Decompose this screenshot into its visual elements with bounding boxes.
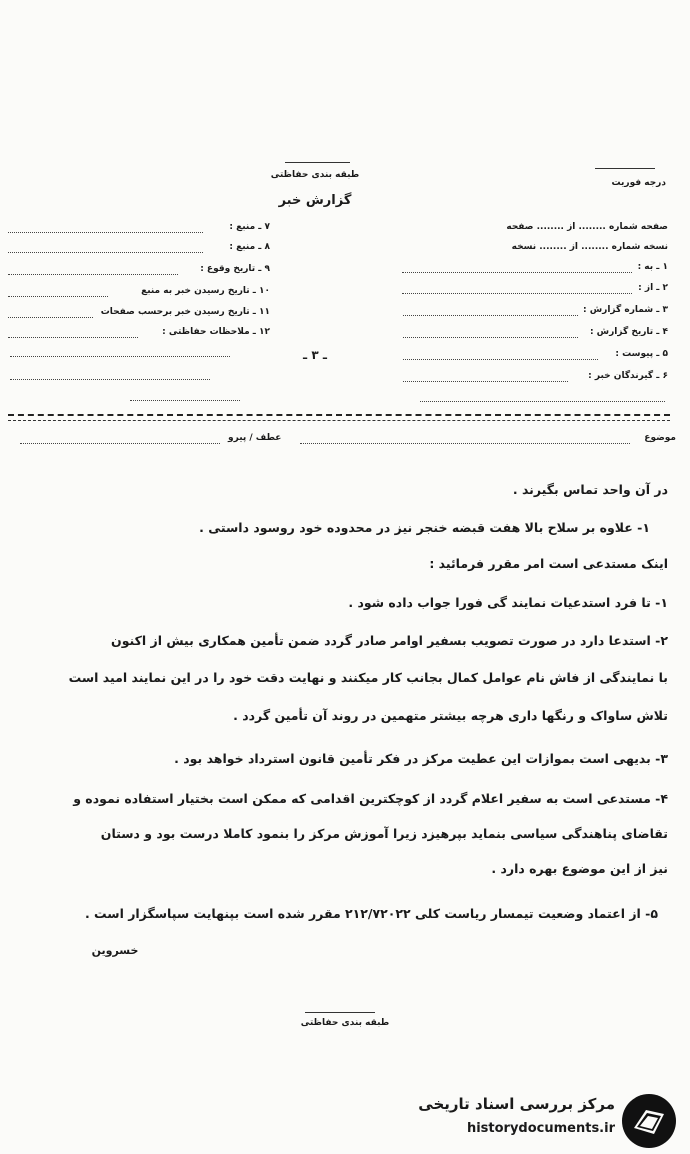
body-line: ۳- بدیهی است بموازات این عطیت مرکز در فکر تأمین قانون استرداد خواهد بود . (174, 751, 668, 766)
field-label: ۲ ـ از : (638, 283, 668, 293)
document-title: گزارش خبر (278, 193, 352, 208)
section-divider (8, 414, 670, 416)
footer-rule (305, 1012, 375, 1013)
dotted-line (8, 268, 178, 275)
urgency-rule (595, 168, 655, 169)
field-label: ۷ ـ منبع : (229, 222, 270, 232)
dotted-line (403, 353, 598, 360)
body-line: تلاش ساواک و رنگها داری هرچه بیشتر متهمین در روند آن تأمین گردد . (233, 708, 668, 723)
dotted-line (10, 373, 210, 380)
urgency-label: درجه فوریت (611, 178, 666, 188)
dotted-line (403, 331, 578, 338)
dotted-line (420, 395, 665, 402)
dotted-line (8, 290, 108, 297)
field-label: ۱۰ ـ تاریخ رسیدن خبر به منبع (141, 286, 270, 296)
header-rule (285, 162, 350, 163)
body-line: ۲- استدعا دارد در صورت تصویب بسفیر اوامر صادر گردد ضمن تأمین همکاری بیش از اکنون (111, 633, 668, 648)
field-label: ۵ ـ پیوست : (615, 349, 668, 359)
header-classification: طبقه بندی حفاظتی (270, 170, 360, 180)
dotted-line (8, 246, 203, 253)
body-line: ۵- از اعتماد وضعیت تیمسار ریاست کلی ۲۱۲/۷۲۰۲۲ مقرر شده است بپنهایت سپاسگزار است . (84, 906, 658, 921)
field-copy-number: نسخه شماره ........ از ........ نسخه (511, 242, 668, 252)
dotted-line (10, 350, 230, 357)
field-label: ۴ ـ تاریخ گزارش : (589, 327, 668, 337)
dotted-line (8, 226, 203, 233)
body-line: نیز از این موضوع بهره دارد . (491, 861, 668, 876)
field-label: ۳ ـ شماره گزارش : (583, 305, 668, 315)
dotted-line (8, 311, 93, 318)
dotted-line (402, 287, 632, 294)
body-line: ۴- مستدعی است به سفیر اعلام گردد از کوچکترین اقدامی که ممکن است بختیار استفاده نموده و (73, 791, 668, 806)
page-number: ـ ۳ ـ (303, 348, 327, 362)
footer-classification: طبقه بندی حفاظتی (300, 1018, 390, 1028)
signature: خسروین (91, 944, 139, 957)
watermark-name: مرکز بررسی اسناد تاریخی (418, 1095, 615, 1113)
reference-label: عطف / پیرو (228, 433, 282, 443)
subject-label: موضوع (644, 433, 676, 443)
dotted-line (8, 331, 138, 338)
field-label: ۱ ـ به : (637, 262, 668, 272)
body-line: اینک مستدعی است امر مقرر فرمائید : (429, 556, 668, 571)
dotted-line (403, 309, 578, 316)
field-label: ۱۱ ـ تاریخ رسیدن خبر برحسب صفحات (100, 307, 270, 317)
dotted-line (403, 375, 568, 382)
field-page-number: صفحه شماره ........ از ........ صفحه (506, 222, 668, 232)
body-line: ۱- علاوه بر سلاح بالا هفت قبضه خنجر نیز در محدوده خود روسود داستی . (199, 520, 650, 535)
dotted-line (300, 437, 630, 444)
body-line: ۱- تا فرد استدعیات نمایند گی فورا جواب داده شود . (348, 595, 668, 610)
dotted-line (130, 394, 240, 401)
watermark-url: historydocuments.ir (466, 1121, 615, 1136)
field-label: ۶ ـ گیرندگان خبر : (588, 371, 668, 381)
dotted-line (402, 266, 632, 273)
field-label: ۱۲ ـ ملاحظات حفاظتی : (162, 327, 270, 337)
section-divider (8, 420, 670, 421)
body-line: تقاضای پناهندگی سیاسی بنماید بپرهیزد زیرا آموزش مرکز را بنمود کاملا درست بود و دستان (100, 826, 668, 841)
field-label: ۹ ـ تاریخ وقوع : (200, 264, 270, 274)
body-line: با نمایندگی از فاش نام عوامل کمال بجانب کار میکنند و نهایت دقت خود را در این نمایند امید است (68, 670, 668, 685)
archive-logo-icon (620, 1092, 678, 1150)
body-line: در آن واحد تماس بگیرند . (512, 482, 668, 497)
dotted-line (20, 437, 220, 444)
field-label: ۸ ـ منبع : (229, 242, 270, 252)
